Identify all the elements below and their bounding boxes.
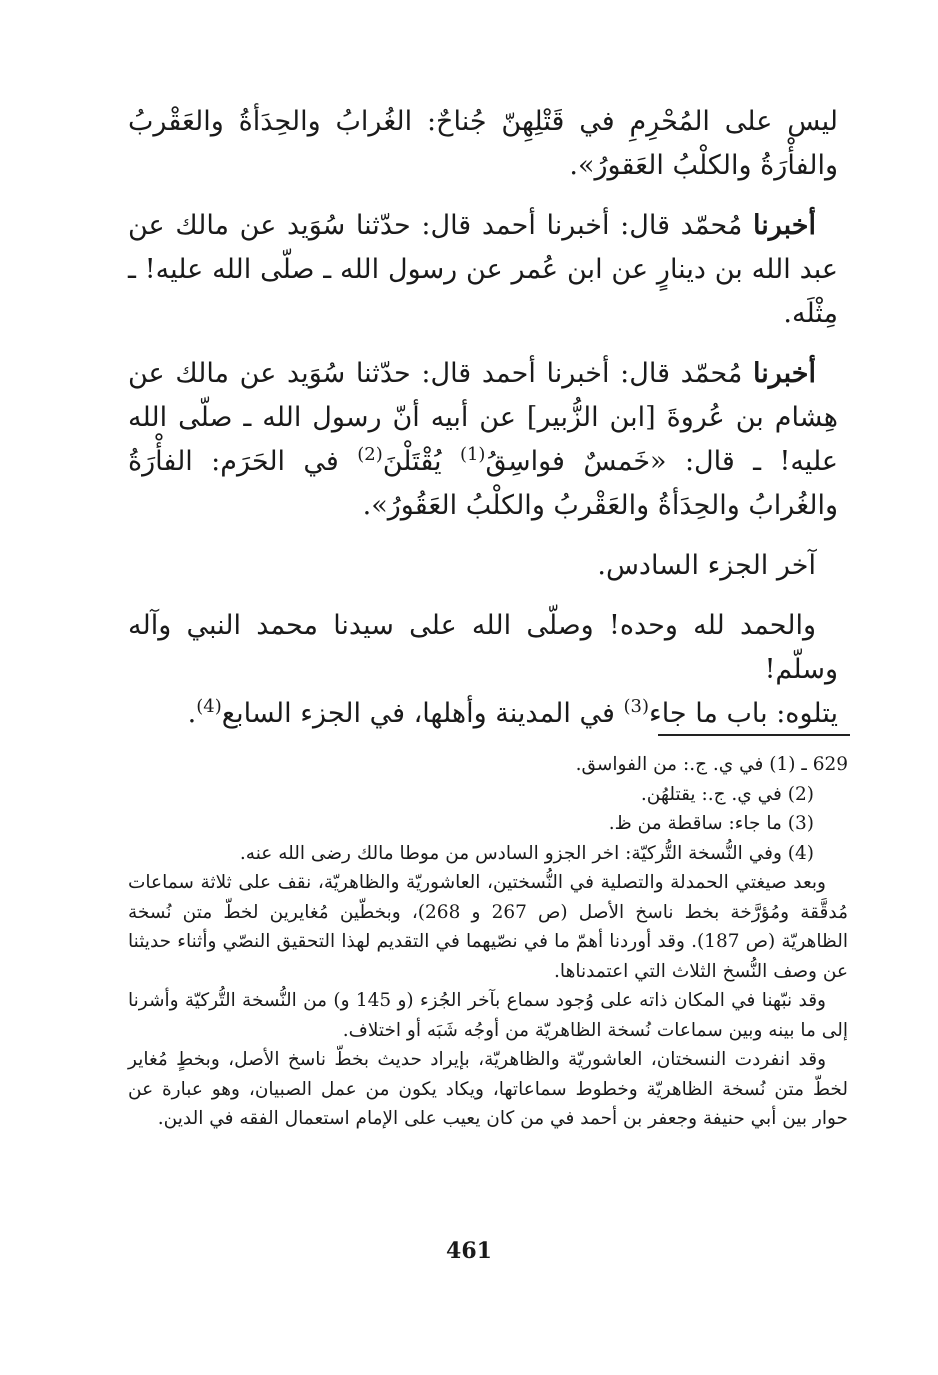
paragraph-3-text-b: يُقْتَلْنَ xyxy=(382,446,460,477)
page-number: 461 xyxy=(446,1238,492,1264)
footnote-3: (3) ما جاء: ساقطة من ظ. xyxy=(608,813,814,834)
paragraph-3 xyxy=(128,352,838,528)
footnote-2: (2) في ي. ج.: يقتلهُن. xyxy=(640,783,814,805)
praise-line: والحمد لله وحده! وصلّى الله على سيدنا محمد النبي وآله وسلّم! xyxy=(128,610,838,685)
main-text xyxy=(128,100,838,736)
next-part-text-a: يتلوه: باب ما جاء xyxy=(649,698,838,729)
footnote-ref-4[interactable]: (4) xyxy=(196,696,222,717)
end-of-part: آخر الجزء السادس. xyxy=(597,550,816,581)
footnote-4: (4) وفي النُّسخة التُّركيّة: اخر الجزو السادس من موطا مالك رضى الله عنه. xyxy=(239,842,814,864)
next-part-text-b: في المدينة وأهلها، في الجزء السابع xyxy=(221,698,624,729)
next-part-text-c: . xyxy=(187,698,197,729)
footnote-4-paragraph-3: وقد انفردت النسختان، العاشوريّة والظاهريّة، بإيراد حديث بخطّ ناسخ الأصل، وبخطٍ مُغاير لخطّ متن نُسخة الظاهريّة وخطوط سماعاتها، ويكاد يكون من عمل الصبيان، وهو عبارة عن حوار بين أبي حنيفة وجعفر بن أحمد في من كان يعيب على الإمام استعمال الفقه في الدين. xyxy=(128,1049,848,1129)
footnote-ref-2[interactable]: (2) xyxy=(357,444,383,465)
footnotes xyxy=(128,750,848,1134)
lead-word: أخبرنا xyxy=(753,210,816,241)
footnote-1: 629 ـ (1) في ي. ج.: من الفواسق. xyxy=(575,754,848,775)
paragraph-3-text-c: في الحَرَم: الفأْرَةُ والغُرابُ والحِدَأةُ والعَقْربُ والكلْبُ العَقُورُ». xyxy=(128,446,838,521)
paragraph-2 xyxy=(128,204,838,336)
footnote-separator xyxy=(658,734,850,736)
footnote-4-paragraph-2: وقد نبّهنا في المكان ذاته على وُجود سماع بآخر الجُزء (و 145 و) من النُّسخة التُّركيّة وأشرنا إلى ما بينه وبين سماعات نُسخة الظاهريّة من أوجُه شَبَه أو اختلاف. xyxy=(128,990,848,1041)
footnote-ref-3[interactable]: (3) xyxy=(623,696,649,717)
next-part-line xyxy=(128,692,838,736)
paragraph-1: ليس على المُحْرِمِ في قَتْلِهِنّ جُناحٌ: الغُرابُ والحِدَأةُ والعَقْربُ والفأْرَةُ والكلْبُ العَقورُ». xyxy=(128,106,838,181)
paragraph-2-text: مُحمّد قال: أخبرنا أحمد قال: حدّثنا سُوَيد عن مالك عن عبد الله بن دينارٍ عن ابن عُمر عن رسول الله ـ صلّى الله عليه! ـ مِثْلَه. xyxy=(128,210,838,329)
footnote-ref-1[interactable]: (1) xyxy=(459,444,486,465)
footnote-4-paragraph-1: وبعد صيغتي الحمدلة والتصلية في النُّسختين، العاشوريّة والظاهريّة، نقف على ثلاثة سماعات مُدقَّقة ومُؤرَّخة بخط ناسخ الأصل (ص 267 و 268)، وبخطّين مُغايرين لخطّ متن نُسخة الظاهريّة (ص 187). وقد أوردنا أهمّ ما في نصّيهما في التقديم لهذا التحقيق النصّي وأثناء حديثنا عن وصف النُّسخ الثلاث التي اعتمدناها. xyxy=(128,872,848,982)
paragraph-3-text-a: مُحمّد قال: أخبرنا أحمد قال: حدّثنا سُوَيد عن مالك عن هِشام بن عُروةَ [ابن الزُّبير] عن أبيه أنّ رسول الله ـ صلّى الله عليه! ـ قال: «خَمسٌ فواسِقُ xyxy=(128,358,838,477)
lead-word: أخبرنا xyxy=(753,358,816,389)
